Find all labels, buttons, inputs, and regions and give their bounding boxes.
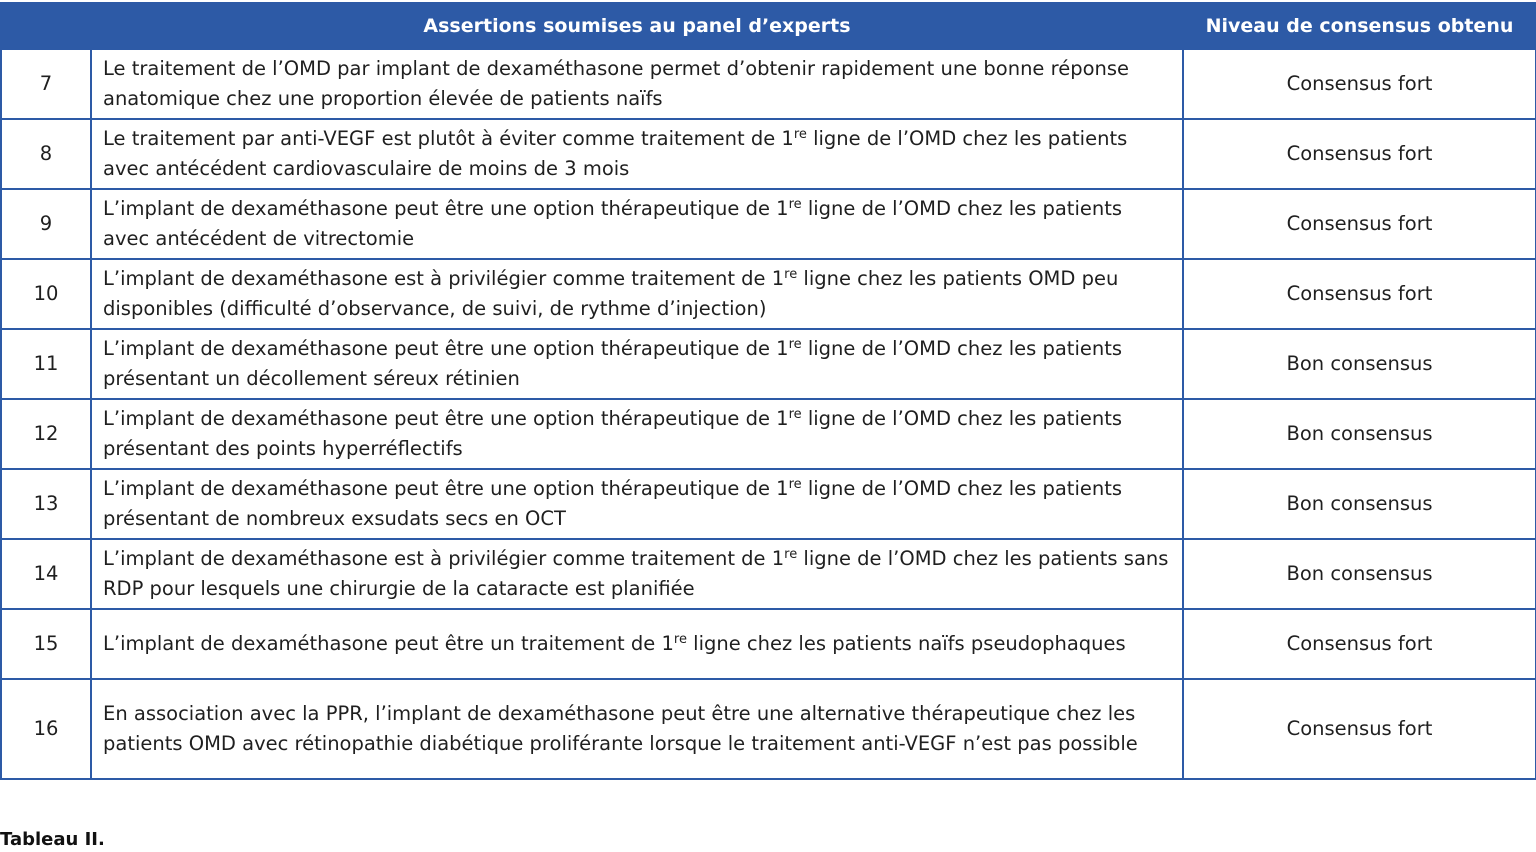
table-row <box>1 49 1536 119</box>
assertion-text-part: L’implant de dexaméthasone peut être une option thérapeutique de 1 <box>103 477 789 500</box>
row-number: 12 <box>1 399 91 469</box>
assertion-text-part: ligne de l’OMD chez les patients avec antécédent de vitrectomie <box>103 197 1123 250</box>
assertion-text-part: En association avec la PPR, l’implant de dexaméthasone peut être une alternative thérapeutique chez les patients OMD avec rétinopathie diabétique proliférante lorsque le traitement anti-VEGF n’est pas possible <box>103 702 1138 755</box>
assertion-text-part: ligne de l’OMD chez les patients sans RDP pour lesquels une chirurgie de la cataracte est planifiée <box>103 547 1169 600</box>
table-row <box>1 189 1536 259</box>
table-row <box>1 399 1536 469</box>
assertion-text <box>91 469 1183 539</box>
table-row <box>1 259 1536 329</box>
row-number: 14 <box>1 539 91 609</box>
consensus-table <box>0 2 1536 780</box>
consensus-level: Consensus fort <box>1183 679 1536 779</box>
consensus-level: Consensus fort <box>1183 189 1536 259</box>
table-body <box>1 49 1536 779</box>
assertion-text-part: L’implant de dexaméthasone peut être une option thérapeutique de 1 <box>103 407 789 430</box>
assertion-text-part: L’implant de dexaméthasone peut être une option thérapeutique de 1 <box>103 197 789 220</box>
ordinal-superscript: re <box>788 477 802 492</box>
consensus-level: Consensus fort <box>1183 609 1536 679</box>
assertion-text-part: ligne de l’OMD chez les patients présentant un décollement séreux rétinien <box>103 337 1123 390</box>
header-consensus: Niveau de consensus obtenu <box>1183 3 1536 49</box>
table-row <box>1 609 1536 679</box>
assertion-text <box>91 399 1183 469</box>
ordinal-superscript: re <box>793 127 807 142</box>
consensus-level: Consensus fort <box>1183 259 1536 329</box>
row-number: 13 <box>1 469 91 539</box>
table-row <box>1 679 1536 779</box>
assertion-text <box>91 259 1183 329</box>
consensus-level: Bon consensus <box>1183 329 1536 399</box>
assertion-text-part: L’implant de dexaméthasone peut être un traitement de 1 <box>103 632 674 655</box>
assertion-text-part: Le traitement par anti-VEGF est plutôt à éviter comme traitement de 1 <box>103 127 794 150</box>
assertion-text-part: Le traitement de l’OMD par implant de dexaméthasone permet d’obtenir rapidement une bonne réponse anatomique chez une proportion élevée de patients naïfs <box>103 57 1130 110</box>
assertion-text-part: L’implant de dexaméthasone peut être une option thérapeutique de 1 <box>103 337 789 360</box>
ordinal-superscript: re <box>784 547 798 562</box>
table-header-row <box>1 3 1536 49</box>
header-number <box>1 3 91 49</box>
consensus-level: Consensus fort <box>1183 49 1536 119</box>
assertion-text-part: ligne de l’OMD chez les patients présentant des points hyperréflectifs <box>103 407 1123 460</box>
row-number: 15 <box>1 609 91 679</box>
assertion-text-part: ligne de l’OMD chez les patients présentant de nombreux exsudats secs en OCT <box>103 477 1123 530</box>
assertion-text <box>91 609 1183 679</box>
consensus-level: Bon consensus <box>1183 469 1536 539</box>
table-row <box>1 329 1536 399</box>
assertion-text-part: ligne chez les patients naïfs pseudophaques <box>686 632 1126 655</box>
consensus-level: Consensus fort <box>1183 119 1536 189</box>
consensus-level: Bon consensus <box>1183 539 1536 609</box>
assertion-text-part: ligne de l’OMD chez les patients avec antécédent cardiovasculaire de moins de 3 mois <box>103 127 1128 180</box>
ordinal-superscript: re <box>788 337 802 352</box>
assertion-text <box>91 679 1183 779</box>
table-row <box>1 119 1536 189</box>
row-number: 7 <box>1 49 91 119</box>
ordinal-superscript: re <box>784 267 798 282</box>
table-row <box>1 469 1536 539</box>
assertion-text <box>91 329 1183 399</box>
row-number: 9 <box>1 189 91 259</box>
table-row <box>1 539 1536 609</box>
consensus-level: Bon consensus <box>1183 399 1536 469</box>
row-number: 10 <box>1 259 91 329</box>
assertion-text <box>91 49 1183 119</box>
row-number: 16 <box>1 679 91 779</box>
ordinal-superscript: re <box>788 407 802 422</box>
ordinal-superscript: re <box>788 197 802 212</box>
assertion-text-part: L’implant de dexaméthasone est à privilégier comme traitement de 1 <box>103 547 785 570</box>
assertion-text <box>91 539 1183 609</box>
table-caption: Tableau II. <box>0 829 105 850</box>
assertion-text-part: ligne chez les patients OMD peu disponibles (difficulté d’observance, de suivi, de rythme d’injection) <box>103 267 1119 320</box>
assertion-text <box>91 119 1183 189</box>
row-number: 8 <box>1 119 91 189</box>
assertion-text <box>91 189 1183 259</box>
row-number: 11 <box>1 329 91 399</box>
assertion-text-part: L’implant de dexaméthasone est à privilégier comme traitement de 1 <box>103 267 785 290</box>
header-assertions: Assertions soumises au panel d’experts <box>91 3 1183 49</box>
ordinal-superscript: re <box>673 632 687 647</box>
